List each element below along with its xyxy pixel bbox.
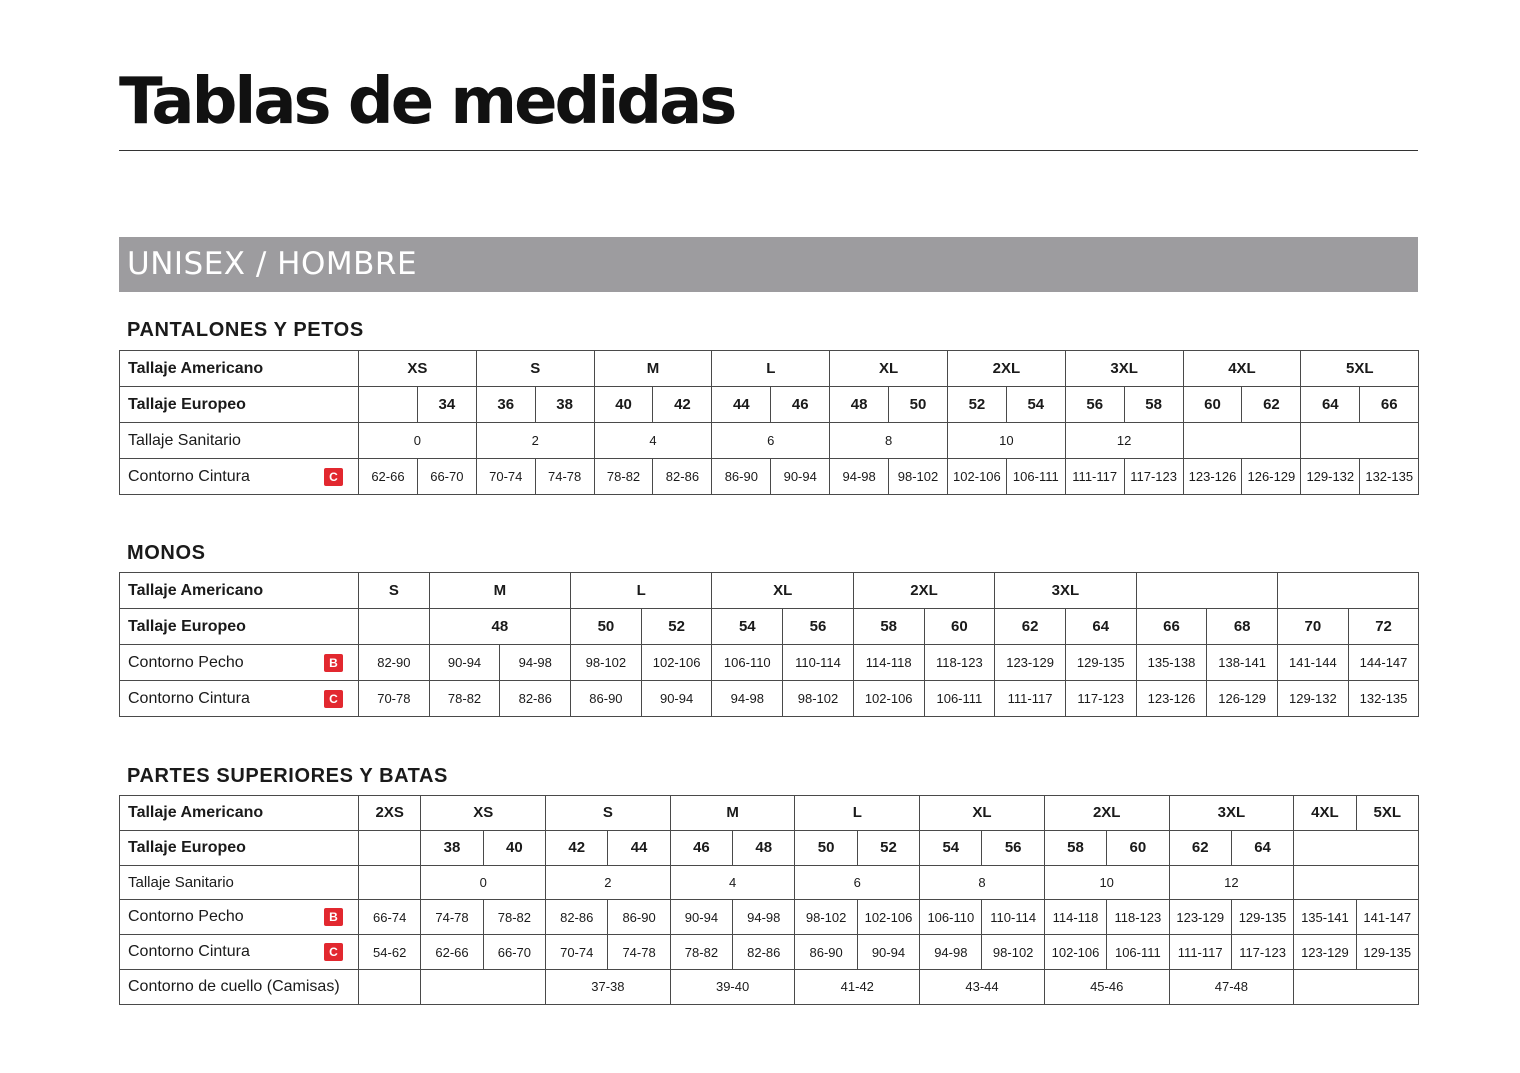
table-cell: 117-123 <box>1231 935 1293 970</box>
table-cell: 34 <box>417 387 476 423</box>
table-row-cintura <box>120 459 1419 495</box>
row-label: Tallaje Americano <box>120 796 359 831</box>
table-cell: 90-94 <box>641 681 712 717</box>
table-cell: 39-40 <box>670 969 795 1004</box>
table-cell: 132-135 <box>1348 681 1419 717</box>
table-cell: 78-82 <box>670 935 732 970</box>
waist-badge-icon: C <box>324 943 343 961</box>
row-label: Contorno Cintura <box>128 943 250 961</box>
table-cell: 66-70 <box>417 459 476 495</box>
table-cell: 138-141 <box>1207 645 1278 681</box>
table-cell: 4 <box>670 865 795 900</box>
table-cell: 64 <box>1231 830 1293 865</box>
table-cell: 0 <box>359 423 477 459</box>
table-cell: 10 <box>1044 865 1169 900</box>
table-cell <box>359 387 418 423</box>
table-cell: 90-94 <box>670 900 732 935</box>
table-cell: XS <box>421 796 546 831</box>
table-cell: 48 <box>733 830 795 865</box>
table-cell: L <box>795 796 920 831</box>
table-cell: 60 <box>1107 830 1169 865</box>
table-cell: 46 <box>670 830 732 865</box>
table-cell: 43-44 <box>920 969 1045 1004</box>
row-label: Tallaje Europeo <box>120 387 359 423</box>
row-label: Contorno de cuello (Camisas) <box>120 969 359 1004</box>
table-cell: 42 <box>546 830 608 865</box>
table-cell: 8 <box>920 865 1045 900</box>
table-cell: 94-98 <box>712 681 783 717</box>
table-cell: 117-123 <box>1124 459 1183 495</box>
table-cell: 2 <box>476 423 594 459</box>
table-cell: 129-135 <box>1065 645 1136 681</box>
table-heading-monos: MONOS <box>127 542 206 564</box>
table-cell: 126-129 <box>1242 459 1301 495</box>
table-cell: 62 <box>1169 830 1231 865</box>
table-cell: 38 <box>535 387 594 423</box>
table-cell: 62-66 <box>359 459 418 495</box>
table-cell: 50 <box>795 830 857 865</box>
table-cell: 123-129 <box>995 645 1066 681</box>
table-cell: 54 <box>920 830 982 865</box>
table-heading-partes-superiores: PARTES SUPERIORES Y BATAS <box>127 765 448 787</box>
table-cell: 46 <box>771 387 830 423</box>
section-band <box>119 237 1418 292</box>
table-cell <box>1294 830 1419 865</box>
table-cell: 106-111 <box>1006 459 1065 495</box>
row-label: Contorno Cintura <box>128 467 250 485</box>
table-row-cuello <box>120 969 1419 1004</box>
table-cell: 0 <box>421 865 546 900</box>
section-band-title: UNISEX / HOMBRE <box>127 246 418 282</box>
table-cell: 111-117 <box>995 681 1066 717</box>
table-cell: 62 <box>995 609 1066 645</box>
table-cell: 2XL <box>853 573 994 609</box>
table-cell: 56 <box>1065 387 1124 423</box>
table-row-european <box>120 609 1419 645</box>
row-label-cell <box>120 900 359 935</box>
table-cell: 114-118 <box>1044 900 1106 935</box>
row-label-cell <box>120 681 359 717</box>
table-cell: 110-114 <box>783 645 854 681</box>
table-cell: 40 <box>594 387 653 423</box>
table-cell <box>1278 573 1419 609</box>
table-cell: 48 <box>830 387 889 423</box>
page-title: Tablas de medidas <box>119 65 735 139</box>
table-cell: 78-82 <box>594 459 653 495</box>
table-cell: 56 <box>982 830 1044 865</box>
table-cell: 2XS <box>359 796 421 831</box>
table-cell: 48 <box>429 609 570 645</box>
table-row-american <box>120 351 1419 387</box>
table-cell: M <box>670 796 795 831</box>
table-cell: 70-74 <box>546 935 608 970</box>
table-cell: 66-70 <box>483 935 545 970</box>
table-cell: 126-129 <box>1207 681 1278 717</box>
table-cell: 60 <box>924 609 995 645</box>
table-cell: 98-102 <box>571 645 642 681</box>
table-cell: 102-106 <box>641 645 712 681</box>
table-cell: 94-98 <box>733 900 795 935</box>
table-cell: 102-106 <box>1044 935 1106 970</box>
row-label: Tallaje Europeo <box>120 830 359 865</box>
table-cell: 50 <box>571 609 642 645</box>
table-cell: S <box>476 351 594 387</box>
table-cell: 102-106 <box>857 900 919 935</box>
table-cell: 37-38 <box>546 969 671 1004</box>
table-cell: 58 <box>1124 387 1183 423</box>
table-cell: 135-138 <box>1136 645 1207 681</box>
table-cell <box>1301 423 1419 459</box>
table-cell: 42 <box>653 387 712 423</box>
table-cell: 70-74 <box>476 459 535 495</box>
table-cell: 72 <box>1348 609 1419 645</box>
table-cell: 114-118 <box>853 645 924 681</box>
table-cell: 4 <box>594 423 712 459</box>
table-cell: 58 <box>853 609 924 645</box>
row-label: Contorno Pecho <box>128 908 244 926</box>
table-cell <box>359 969 421 1004</box>
table-cell: 110-114 <box>982 900 1044 935</box>
table-cell: 86-90 <box>712 459 771 495</box>
table-cell: 102-106 <box>853 681 924 717</box>
table-cell: 6 <box>712 423 830 459</box>
table-cell: XS <box>359 351 477 387</box>
table-cell: 90-94 <box>857 935 919 970</box>
table-cell: 86-90 <box>608 900 670 935</box>
table-cell <box>1183 423 1301 459</box>
row-label: Tallaje Americano <box>120 573 359 609</box>
table-cell <box>1294 865 1419 900</box>
table-cell: 4XL <box>1183 351 1301 387</box>
table-cell: 62 <box>1242 387 1301 423</box>
table-cell: 12 <box>1169 865 1294 900</box>
table-row-european <box>120 387 1419 423</box>
table-cell: M <box>594 351 712 387</box>
table-cell: M <box>429 573 570 609</box>
size-table-partes-superiores <box>119 795 1419 1005</box>
table-cell: 52 <box>641 609 712 645</box>
table-cell: 44 <box>712 387 771 423</box>
table-cell: 50 <box>889 387 948 423</box>
table-cell: 2 <box>546 865 671 900</box>
table-cell: 118-123 <box>1107 900 1169 935</box>
table-cell: 86-90 <box>571 681 642 717</box>
table-cell: 144-147 <box>1348 645 1419 681</box>
table-cell: 102-106 <box>947 459 1006 495</box>
table-cell: 10 <box>947 423 1065 459</box>
table-cell: 141-147 <box>1356 900 1418 935</box>
row-label: Tallaje Sanitario <box>120 865 359 900</box>
table-row-sanitario <box>120 423 1419 459</box>
table-row-sanitario <box>120 865 1419 900</box>
table-cell: 44 <box>608 830 670 865</box>
table-cell: 82-86 <box>653 459 712 495</box>
table-cell: 78-82 <box>483 900 545 935</box>
table-cell: 2XL <box>947 351 1065 387</box>
row-label-cell <box>120 935 359 970</box>
table-cell: XL <box>712 573 853 609</box>
table-cell: 5XL <box>1356 796 1418 831</box>
table-heading-pantalones: PANTALONES Y PETOS <box>127 319 364 341</box>
table-row-pecho <box>120 645 1419 681</box>
table-cell: 86-90 <box>795 935 857 970</box>
table-cell: 94-98 <box>830 459 889 495</box>
table-cell: 12 <box>1065 423 1183 459</box>
table-cell: 98-102 <box>783 681 854 717</box>
table-cell: 98-102 <box>982 935 1044 970</box>
table-cell: 60 <box>1183 387 1242 423</box>
table-cell: 106-110 <box>712 645 783 681</box>
table-cell: XL <box>920 796 1045 831</box>
table-cell: 90-94 <box>429 645 500 681</box>
table-cell: 106-111 <box>1107 935 1169 970</box>
table-cell: 82-90 <box>359 645 430 681</box>
chest-badge-icon: B <box>324 908 343 926</box>
table-cell <box>1136 573 1277 609</box>
table-cell <box>359 830 421 865</box>
table-cell <box>359 865 421 900</box>
table-cell: 56 <box>783 609 854 645</box>
row-label-cell <box>120 645 359 681</box>
table-cell: 98-102 <box>795 900 857 935</box>
row-label-cell <box>120 459 359 495</box>
chest-badge-icon: B <box>324 654 343 672</box>
table-row-american <box>120 796 1419 831</box>
table-cell: 52 <box>947 387 1006 423</box>
table-row-pecho <box>120 900 1419 935</box>
table-cell: 129-132 <box>1278 681 1349 717</box>
title-divider <box>119 150 1418 151</box>
table-row-american <box>120 573 1419 609</box>
table-cell: 82-86 <box>500 681 571 717</box>
table-cell: S <box>359 573 430 609</box>
table-cell: 5XL <box>1301 351 1419 387</box>
table-cell: 54-62 <box>359 935 421 970</box>
row-label: Contorno Pecho <box>128 653 244 671</box>
row-label: Tallaje Sanitario <box>120 423 359 459</box>
table-cell: 106-111 <box>924 681 995 717</box>
table-cell: 129-135 <box>1356 935 1418 970</box>
row-label: Tallaje Europeo <box>120 609 359 645</box>
table-cell: 82-86 <box>546 900 608 935</box>
table-cell: 135-141 <box>1294 900 1356 935</box>
table-cell: 111-117 <box>1065 459 1124 495</box>
table-cell: 3XL <box>1169 796 1294 831</box>
size-table-monos <box>119 572 1419 717</box>
table-cell: XL <box>830 351 948 387</box>
waist-badge-icon: C <box>324 468 343 486</box>
table-cell: 66-74 <box>359 900 421 935</box>
size-table-pantalones <box>119 350 1419 495</box>
table-cell: 62-66 <box>421 935 483 970</box>
table-cell: 40 <box>483 830 545 865</box>
table-cell: 38 <box>421 830 483 865</box>
table-cell: 90-94 <box>771 459 830 495</box>
table-cell: 8 <box>830 423 948 459</box>
table-cell: 2XL <box>1044 796 1169 831</box>
table-cell <box>359 609 430 645</box>
table-cell: 123-129 <box>1169 900 1231 935</box>
table-cell: 64 <box>1301 387 1360 423</box>
table-cell: 54 <box>1006 387 1065 423</box>
table-cell <box>421 969 546 1004</box>
table-cell: 70-78 <box>359 681 430 717</box>
table-cell: 129-132 <box>1301 459 1360 495</box>
table-cell: 3XL <box>995 573 1136 609</box>
table-cell: 64 <box>1065 609 1136 645</box>
table-cell: 6 <box>795 865 920 900</box>
table-cell: 94-98 <box>920 935 982 970</box>
table-cell: 98-102 <box>889 459 948 495</box>
table-cell: 111-117 <box>1169 935 1231 970</box>
table-cell: 129-135 <box>1231 900 1293 935</box>
table-cell: 3XL <box>1065 351 1183 387</box>
waist-badge-icon: C <box>324 690 343 708</box>
table-cell: 66 <box>1360 387 1419 423</box>
table-cell: 94-98 <box>500 645 571 681</box>
table-cell: 82-86 <box>733 935 795 970</box>
table-cell: 118-123 <box>924 645 995 681</box>
table-cell <box>1294 969 1419 1004</box>
row-label: Contorno Cintura <box>128 689 250 707</box>
table-cell: 58 <box>1044 830 1106 865</box>
table-cell: L <box>571 573 712 609</box>
table-cell: 47-48 <box>1169 969 1294 1004</box>
table-cell: 106-110 <box>920 900 982 935</box>
table-cell: 78-82 <box>429 681 500 717</box>
table-cell: 70 <box>1278 609 1349 645</box>
table-cell: 74-78 <box>421 900 483 935</box>
table-cell: 141-144 <box>1278 645 1349 681</box>
table-cell: 123-129 <box>1294 935 1356 970</box>
table-cell: 36 <box>476 387 535 423</box>
table-cell: 52 <box>857 830 919 865</box>
table-row-european <box>120 830 1419 865</box>
table-cell: 4XL <box>1294 796 1356 831</box>
table-cell: 74-78 <box>608 935 670 970</box>
table-cell: 54 <box>712 609 783 645</box>
table-cell: 117-123 <box>1065 681 1136 717</box>
table-cell: 66 <box>1136 609 1207 645</box>
table-cell: 45-46 <box>1044 969 1169 1004</box>
table-cell: 74-78 <box>535 459 594 495</box>
table-cell: 123-126 <box>1183 459 1242 495</box>
table-cell: 132-135 <box>1360 459 1419 495</box>
row-label: Tallaje Americano <box>120 351 359 387</box>
table-cell: S <box>546 796 671 831</box>
table-row-cintura <box>120 681 1419 717</box>
table-cell: 123-126 <box>1136 681 1207 717</box>
table-cell: L <box>712 351 830 387</box>
table-cell: 41-42 <box>795 969 920 1004</box>
table-row-cintura <box>120 935 1419 970</box>
table-cell: 68 <box>1207 609 1278 645</box>
